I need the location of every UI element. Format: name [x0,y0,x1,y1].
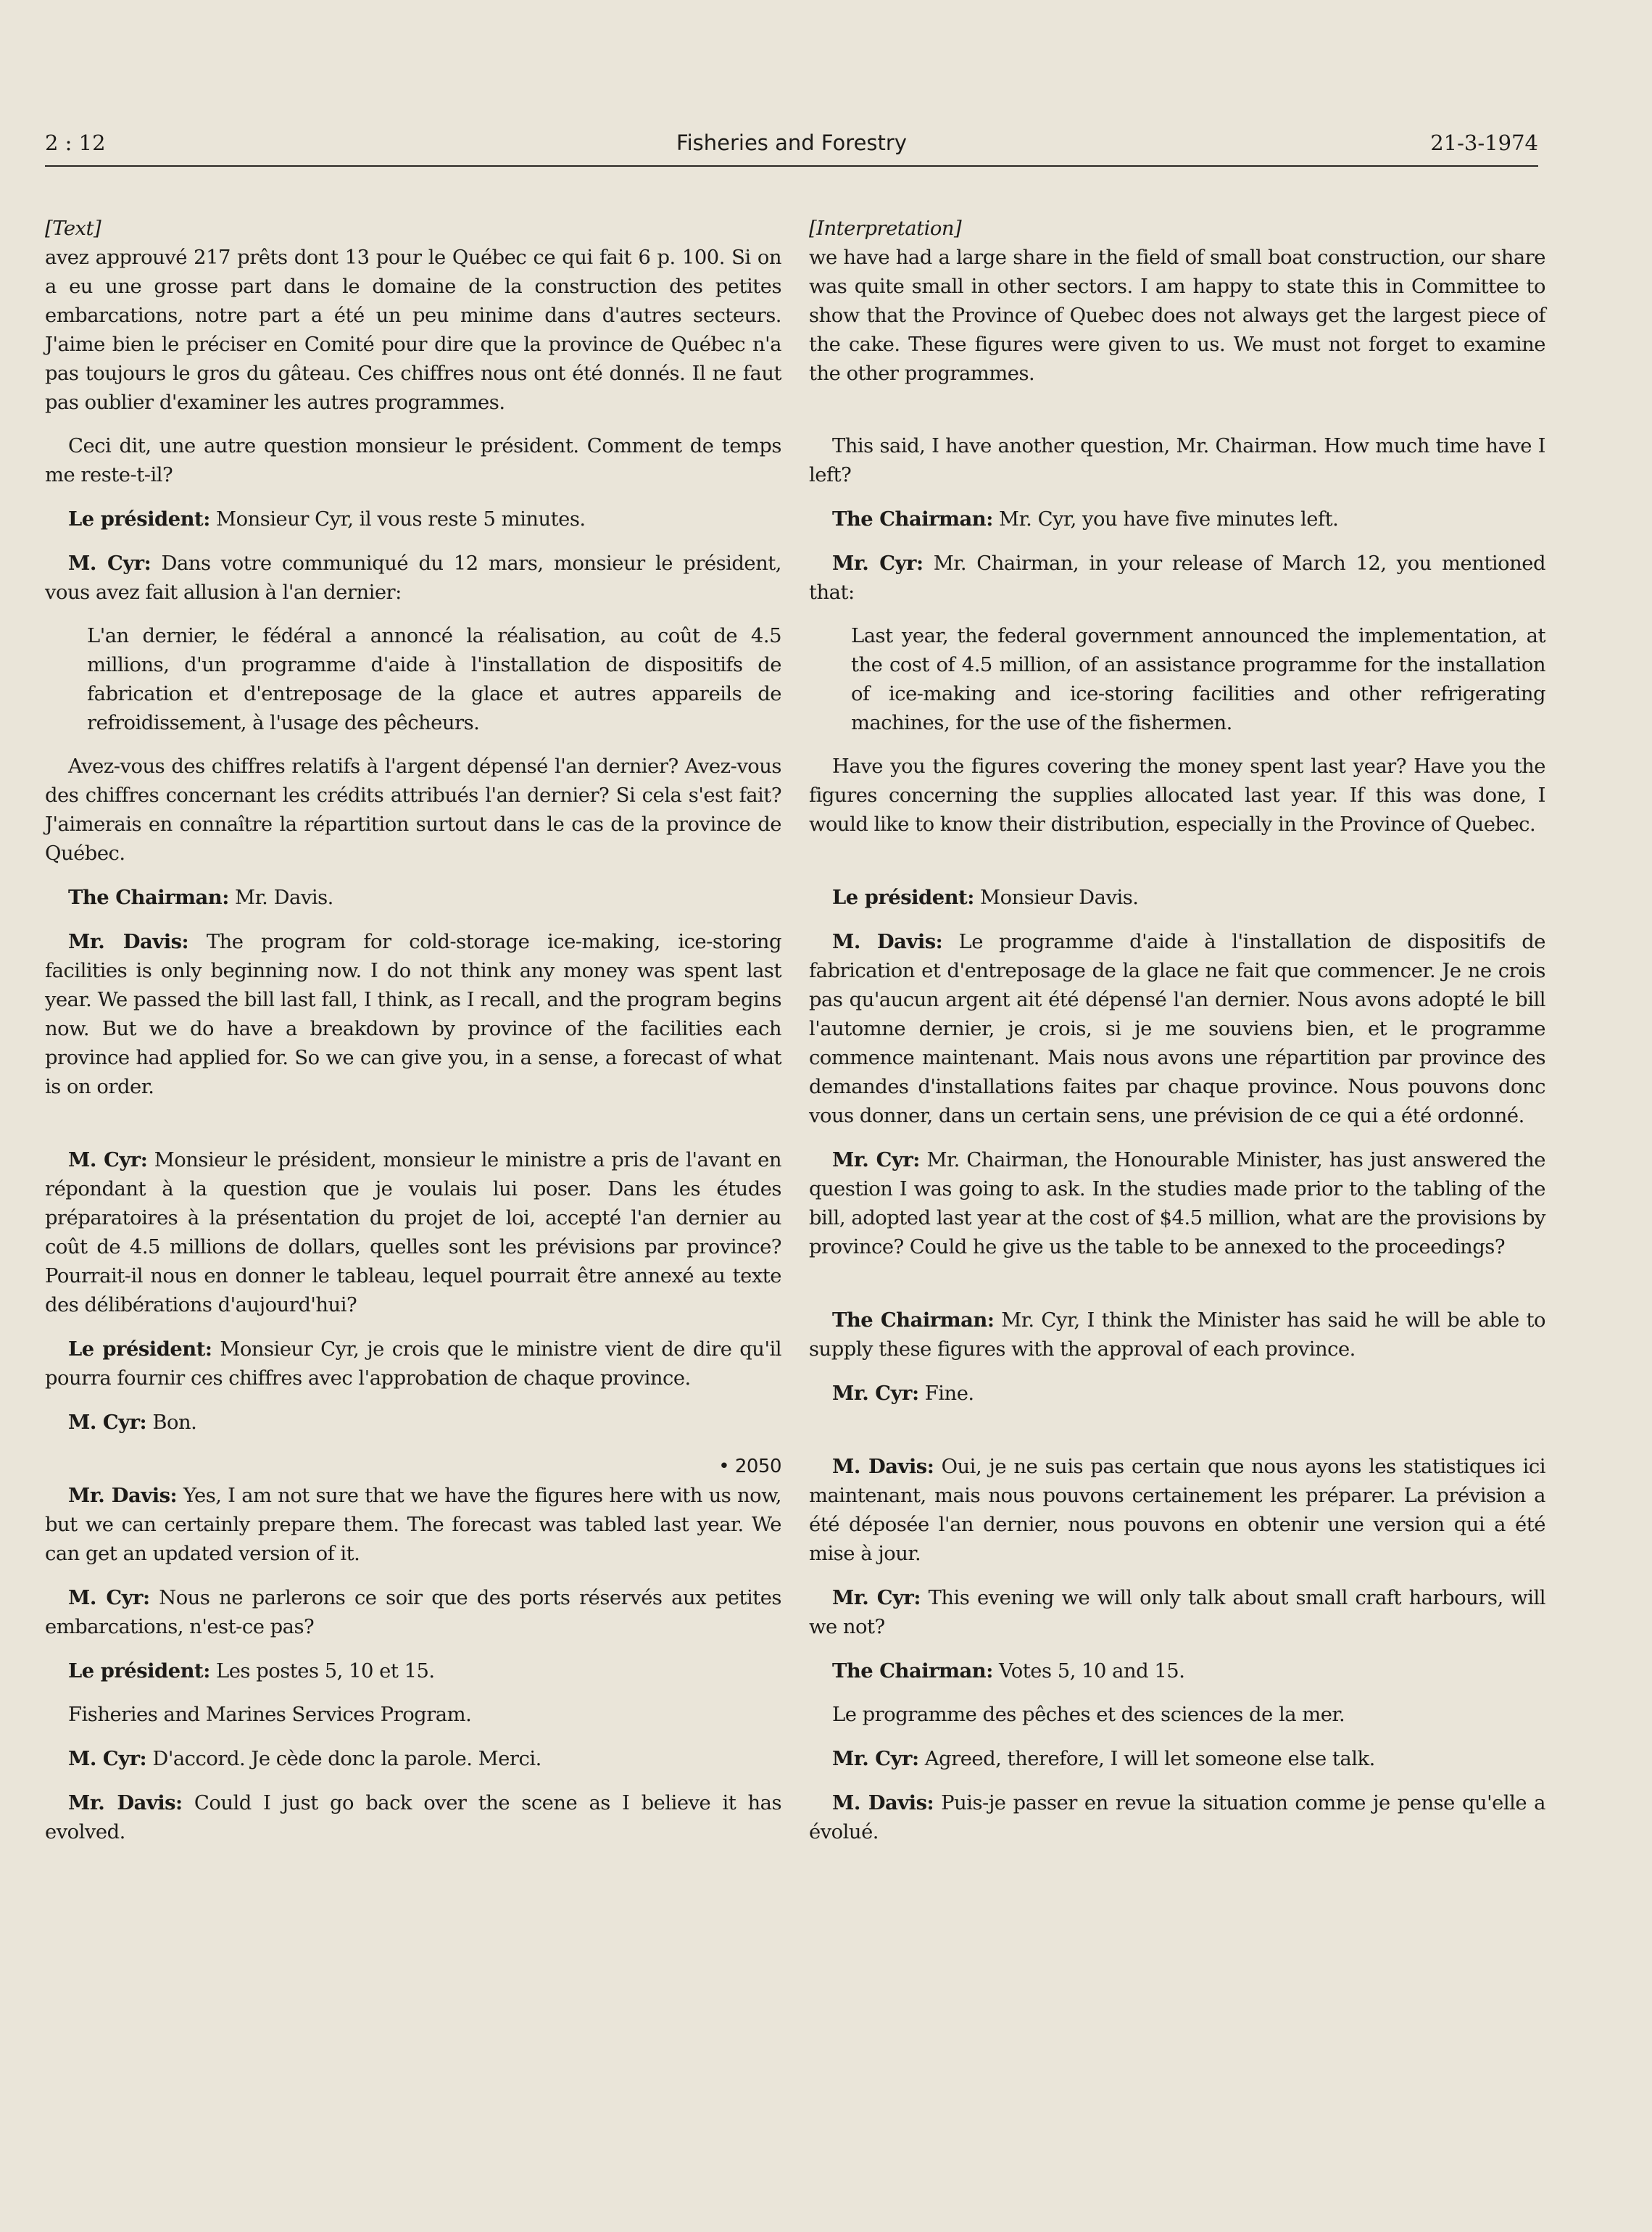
speech-text: Dans votre communiqué du 12 mars, monsieur le président, vous avez fait allusion à l'an dernier: [45,552,781,604]
speaker-name: Mr. Davis: [68,930,189,953]
speech-paragraph [809,1145,1545,1262]
speaker-name: Mr. Cyr: [832,1586,921,1609]
speech-paragraph [809,1788,1545,1847]
speech-paragraph [809,1656,1545,1686]
block-quote: Last year, the federal government announced the implementation, at the cost of 4.5 million, of an assistance programme for the installation of ice-making and ice-storing facilities and other refrigerating machines, for the use of the fishermen. [851,625,1545,734]
speech-text: The program for cold-storage ice-making, ice-storing facilities is only beginning now. I do not think any money was spent last year. We passed the bill last fall, I think, as I recall, and the program begins now. But we do have a breakdown by province of the facilities each province had applied for. So we can give you, in a sense, a forecast of what is on order. [45,931,781,1098]
speaker-name: Mr. Cyr: [832,1382,919,1405]
language-tag: [Text] [45,217,101,240]
speech-text: Monsieur Cyr, il vous reste 5 minutes. [209,508,586,531]
speaker-name: M. Davis: [832,930,943,953]
speech-text: D'accord. Je cède donc la parole. Merci. [146,1748,541,1770]
paragraph: Have you the figures covering the money spent last year? Have you the figures concerning the supplies allocated last year. If this was done, I would like to know their distribution, especially in the Province of Quebec. [809,755,1545,836]
speech-paragraph [809,1744,1545,1774]
speech-paragraph [45,1335,781,1393]
speech-paragraph [45,1481,781,1569]
speaker-name: M. Cyr: [68,1586,150,1609]
speech-text: Yes, I am not sure that we have the figures here with us now, but we can certainly prepare them. The forecast was tabled last year. We can get an updated version of it. [45,1485,781,1565]
speech-text: Monsieur Cyr, je crois que le ministre vient de dire qu'il pourra fournir ces chiffres avec l'approbation de chaque province. [45,1338,781,1390]
speech-text: Le programme d'aide à l'installation de dispositifs de fabrication et d'entreposage de la glace ne fait que commencer. Je ne crois pas qu'aucun argent ait été dépensé l'an dernier. Nous avons adopté le bill l'automne dernier, je crois, si je me souviens bien, et le programme commence maintenant. Mais nous avons une répartition par province des demandes d'installations faites par chaque province. Nous pouvons donc vous donner, dans un certain sens, une prévision de ce qui a été ordonné. [809,931,1546,1127]
speaker-name: M. Davis: [832,1791,934,1814]
time-marker: • 2050 [718,1456,781,1477]
speaker-name: Mr. Davis: [68,1791,183,1814]
speech-paragraph [809,549,1545,607]
speech-text: Monsieur Davis. [974,887,1139,909]
speech-paragraph [45,1656,781,1686]
speech-paragraph [45,505,781,534]
speech-paragraph [45,549,781,607]
paragraph: Avez-vous des chiffres relatifs à l'argent dépensé l'an dernier? Avez-vous des chiffres concernant les crédits attribués l'an dernier? Si cela s'est fait? J'aimerais en connaître la répartition surtout dans le cas de la province de Québec. [45,755,781,865]
speech-text: Could I just go back over the scene as I believe it has evolved. [45,1792,782,1843]
speech-paragraph [45,1744,781,1774]
speech-paragraph [45,1583,781,1642]
speech-text: Oui, je ne suis pas certain que nous ayons les statistiques ici maintenant, mais nous pouvons certainement les préparer. La prévision a été déposée l'an dernier, nous pouvons en obtenir une version qui a été mise à jour. [809,1456,1545,1565]
speaker-name: The Chairman: [832,1308,995,1332]
paragraph: Ceci dit, une autre question monsieur le président. Comment de temps me reste-t-il? [45,435,781,486]
speech-paragraph [45,927,781,1102]
speech-paragraph [809,927,1545,1131]
block-quote: L'an dernier, le fédéral a annoncé la réalisation, au coût de 4.5 millions, d'un programme d'aide à l'installation de dispositifs de fabrication et d'entreposage de la glace et autres appareils de refroidissement, à l'usage des pêcheurs. [87,625,781,734]
speech-text: Nous ne parlerons ce soir que des ports réservés aux petites embarcations, n'est-ce pas? [45,1587,781,1638]
speech-text: Puis-je passer en revue la situation comme je pense qu'elle a évolué. [809,1792,1545,1843]
paragraph: This said, I have another question, Mr. Chairman. How much time have I left? [809,435,1545,486]
speech-text: Mr. Cyr, I think the Minister has said he will be able to supply these figures with the approval of each province. [809,1309,1545,1361]
speaker-name: Le président: [68,1337,212,1361]
speaker-name: The Chairman: [832,507,993,531]
speech-text: Les postes 5, 10 et 15. [209,1660,435,1683]
speech-paragraph [45,1788,781,1847]
speech-text: Mr. Cyr, you have five minutes left. [992,508,1339,531]
speaker-name: Le président: [68,1659,210,1683]
speech-text: Bon. [146,1411,197,1434]
speaker-name: The Chairman: [832,1659,993,1683]
speech-text: Votes 5, 10 and 15. [992,1660,1185,1683]
speaker-name: M. Cyr: [68,552,151,575]
speech-paragraph [809,883,1545,913]
speech-text: This evening we will only talk about small craft harbours, will we not? [809,1587,1545,1638]
speech-paragraph [809,1583,1545,1642]
header-date: 21-3-1974 [1430,130,1538,155]
header-title: Fisheries and Forestry [676,130,907,155]
right-column [809,215,1545,1862]
speaker-name: Mr. Cyr: [832,552,923,575]
speech-text: Mr. Davis. [228,887,333,909]
running-header [45,129,1538,167]
speaker-name: Mr. Cyr: [832,1747,919,1770]
paragraph: Fisheries and Marines Services Program. [68,1704,472,1726]
speaker-name: Mr. Cyr: [832,1148,920,1171]
speaker-name: The Chairman: [68,886,229,909]
speaker-name: M. Cyr: [68,1411,147,1434]
speech-text: Mr. Chairman, the Honourable Minister, has just answered the question I was going to ask. In the studies made prior to the tabling of the bill, adopted last year at the cost of $4.5 million, what are the provisions by province? Could he give us the table to be annexed to the proceedings? [809,1149,1545,1258]
speaker-name: M. Davis: [832,1455,934,1478]
speech-text: Mr. Chairman, in your release of March 12, you mentioned that: [809,552,1545,604]
speech-text: Fine. [918,1382,974,1405]
paragraph: avez approuvé 217 prêts dont 13 pour le Québec ce qui fait 6 p. 100. Si on a eu une grosse part dans le domaine de la construction des petites embarcations, notre part a été un peu minime dans d'autres secteurs. J'aime bien le préciser en Comité pour dire que la province de Québec n'a pas toujours le gros du gâteau. Ces chiffres nous ont été donnés. Il ne faut pas oublier d'examiner les autres programmes. [45,246,781,414]
page-number: 2 : 12 [45,130,106,155]
paragraph: Le programme des pêches et des sciences de la mer. [832,1704,1345,1726]
left-column [45,215,781,1862]
speech-text: Agreed, therefore, I will let someone else talk. [918,1748,1375,1770]
speech-paragraph [45,1408,781,1437]
speech-paragraph [809,1306,1545,1364]
speaker-name: Mr. Davis: [68,1484,178,1507]
paragraph: we have had a large share in the field of small boat construction, our share was quite small in other sectors. I am happy to state this in Committee to show that the Province of Quebec does not always get the largest piece of the cake. These figures were given to us. We must not forget to examine the other programmes. [809,246,1545,385]
speaker-name: Le président: [68,507,210,531]
language-tag: [Interpretation] [809,217,962,240]
speech-paragraph [809,1379,1545,1409]
speech-text: Monsieur le président, monsieur le ministre a pris de l'avant en répondant à la question que je voulais lui poser. Dans les études préparatoires à la présentation du projet de loi, accepté l'an dernier au coût de 4.5 millions de dollars, quelles sont les prévisions par province? Pourrait-il nous en donner le tableau, lequel pourrait être annexé au texte des délibérations d'aujourd'hui? [45,1149,781,1316]
speaker-name: M. Cyr: [68,1747,147,1770]
speaker-name: M. Cyr: [68,1148,148,1171]
speech-paragraph [45,1145,781,1320]
speech-paragraph [809,505,1545,534]
speech-paragraph [809,1452,1545,1569]
speaker-name: Le président: [832,886,974,909]
speech-paragraph [45,883,781,913]
